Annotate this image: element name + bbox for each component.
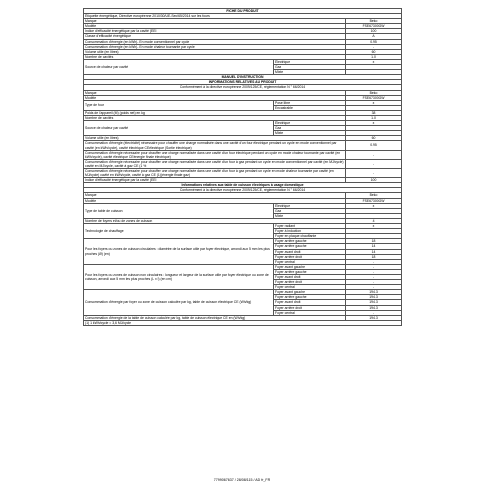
option-value: - xyxy=(346,274,402,279)
option-value: x xyxy=(346,224,402,229)
option-label: Pose libre xyxy=(274,100,346,105)
option-value: - xyxy=(346,264,402,269)
row-value: - xyxy=(346,44,402,49)
option-label: Gaz xyxy=(274,126,346,131)
hob-brand-section xyxy=(84,193,402,203)
row-value: 0.95 xyxy=(346,39,402,44)
info-title: INFORMATIONS RELATIVES AU PRODUIT xyxy=(84,80,402,85)
option-value: 18 xyxy=(346,254,402,259)
option-label: Foyer avant gauche xyxy=(274,290,346,295)
option-value: - xyxy=(346,310,402,315)
row-value: Beko xyxy=(346,19,402,24)
hob-type-group xyxy=(84,203,402,218)
group-label: Pour les foyers ou zones de cuisson circulaires : diamètre de la surface utile par foyer électrique, arrondi aux 5 mm les plus proches (Ø) (en) xyxy=(84,239,274,264)
long-label: Consommation d'énergie (électricité) nécessaire pour chauffer une charge normalisée dans une cavité d'un four électrique pendant un cycle en mode conventionnel par cavité (en kWh/cycle), cavité électrique CEélectrique (Sortie électrique) xyxy=(84,141,346,150)
info-subtitle: Conformément à la directive européenne 2009/125/CE, réglementation N ° 66/2014 xyxy=(84,85,402,90)
table-row xyxy=(84,169,402,178)
group-label: Source de chaleur par cavité xyxy=(84,121,274,136)
energy-label-section xyxy=(84,19,402,60)
long-value: - xyxy=(346,150,402,159)
oven-type-group xyxy=(84,100,402,110)
oven-weight-section xyxy=(84,110,402,120)
row-value: 100 xyxy=(346,29,402,34)
row-value: 38 xyxy=(346,110,402,115)
option-label: Foyer arrière droit xyxy=(274,305,346,310)
oven-brand-section xyxy=(84,90,402,100)
option-value: 14 xyxy=(346,249,402,254)
option-label: Foyer arrière gauche xyxy=(274,239,346,244)
option-label: Foyer radiant xyxy=(274,224,346,229)
option-label: Mixte xyxy=(274,213,346,218)
option-label: Foyer avant droit xyxy=(274,274,346,279)
row-value: FSE67300GW xyxy=(346,198,402,203)
long-label: Consommation d'énergie nécessaire pour chauffer une charge normalisée dans une cavité d'un four électrique pendant un cycle en mode chaleur tournante par cavité (en kWh/cycle), cavité électrique CEénergie finale électrique) xyxy=(84,150,346,159)
row-value: 60 xyxy=(346,49,402,54)
hob-subtitle: Conformément à la directive européenne 2009/125/CE, réglementation N ° 66/2014 xyxy=(84,188,402,193)
group-label: Type de table de cuisson xyxy=(84,203,274,218)
row-value: FSE67300GW xyxy=(346,95,402,100)
table-row xyxy=(84,159,402,168)
long-label: Consommation d'énergie nécessaire pour chauffer une charge normalisée dans une cavité d'un four à gaz pendant un cycle en mode conventionnel par cavité (en MJ/cycle) cavité en MJ/cycle, cavité à gaz CE (1 % xyxy=(85,159,344,168)
group-label: Consommation d'énergie par foyer ou zone de cuisson calculée par kg, table de cuisson électrique CE (Wh/kg) xyxy=(84,290,274,315)
row-value: 1.0 xyxy=(346,54,402,59)
row-label: Marque xyxy=(84,90,346,95)
option-value: 194.3 xyxy=(346,300,402,305)
row-label: Marque xyxy=(84,19,346,24)
sheet-title: FICHE DU PRODUIT xyxy=(84,9,402,14)
hob-tech-group xyxy=(84,224,402,239)
row-label: Consommation d'énergie (en kWh)- En mode chaleur tournante par cycle xyxy=(84,44,346,49)
unit-note: (1) 1 kWh/cycle = 3,6 MJ/cycle xyxy=(84,320,402,325)
row-value: 1.0 xyxy=(346,115,402,120)
row-value: 60 xyxy=(346,136,402,141)
group-label: Pour les foyers ou zones de cuisson non circulaires : longueur et largeur de la surface utile par foyer électrique ou zone de cuisson, arrondi aux 5 mm les plus proches (L x l) (en cm) xyxy=(84,264,274,289)
long-value: - xyxy=(346,159,402,168)
option-label: Foyer avant droit xyxy=(274,249,346,254)
row-label: Indice d'efficacité énergétique par la cavité (EEI xyxy=(84,29,346,34)
row-value: Beko xyxy=(346,90,402,95)
option-label: Électrique xyxy=(274,59,346,64)
hob-total-value: 194.3 xyxy=(346,315,402,320)
option-value: - xyxy=(346,285,402,290)
row-label: Modèle xyxy=(84,24,346,29)
option-label: Foyer central xyxy=(274,310,346,315)
long-value: 0.95 xyxy=(346,141,402,150)
group-label: Source de chaleur par cavité xyxy=(84,59,274,74)
option-label: Électrique xyxy=(274,203,346,208)
oven-consumption-section xyxy=(84,141,402,178)
document-code: 7799067637 / 28/08/115 / AD fr_FR xyxy=(213,478,271,482)
hob-title: Informations relatives aux table de cuisson électriques à usage domestique xyxy=(84,183,402,188)
hob-noncircular-group xyxy=(84,264,402,289)
row-value: 4 xyxy=(346,218,402,223)
table-row xyxy=(84,150,402,159)
option-value: - xyxy=(346,280,402,285)
hob-diameter-group xyxy=(84,239,402,264)
hob-total-label: Consommation d'énergie de la table de cuisson calculée par kg, table de cuisson électrique CE en (Wh/kg) xyxy=(84,315,346,320)
option-label: Mixte xyxy=(274,131,346,136)
option-value: 14 xyxy=(346,244,402,249)
heat-source-group xyxy=(84,59,402,74)
product-table xyxy=(83,8,402,326)
option-label: Foyer central xyxy=(274,259,346,264)
option-label: Foyer arrière droit xyxy=(274,254,346,259)
row-label: Volume utile (en litres) xyxy=(84,49,346,54)
option-label: Encastrable xyxy=(274,105,346,110)
row-value: A xyxy=(346,34,402,39)
row-label: Nombre de cavités xyxy=(84,54,346,59)
option-value: 194.3 xyxy=(346,305,402,310)
row-label: Nombre de foyers et/ou de zones de cuisson xyxy=(84,218,346,223)
row-label: Indice d'efficacité énergétique par la cavité (EEI xyxy=(84,178,346,183)
table-row xyxy=(84,141,402,150)
oven-source-group xyxy=(84,121,402,136)
option-value: 194.3 xyxy=(346,290,402,295)
row-label: Modèle xyxy=(84,95,346,100)
sheet-intro: Étiquette énergétique, Directive européenne 2010/30/UE-Sec/65/2014 sur les fours xyxy=(84,14,402,19)
option-label: Gaz xyxy=(274,208,346,213)
option-value: x xyxy=(346,203,402,208)
option-label: Foyer arrière gauche xyxy=(274,295,346,300)
group-label: Technologie de chauffage xyxy=(84,224,274,239)
option-label: Foyer avant gauche xyxy=(274,264,346,269)
option-label: Électrique xyxy=(274,121,346,126)
row-value: 100 xyxy=(346,178,402,183)
option-value: x xyxy=(346,59,402,64)
row-label: Nombre de cavités xyxy=(84,115,346,120)
option-value: 18 xyxy=(346,239,402,244)
option-value: x xyxy=(346,121,402,126)
row-label: Modèle xyxy=(84,198,346,203)
option-label: Gaz xyxy=(274,65,346,70)
row-label: Volume utile (en litres) xyxy=(84,136,346,141)
option-label: Foyer en plaque chauffante xyxy=(274,234,346,239)
hob-consumption-group xyxy=(84,290,402,315)
option-value: - xyxy=(346,269,402,274)
group-label: Type de four xyxy=(84,100,274,110)
row-value: FSE67300GW xyxy=(346,24,402,29)
option-label: Foyer arrière gauche xyxy=(274,244,346,249)
option-label: Foyer avant droit xyxy=(274,300,346,305)
option-label: Foyer arrière gauche xyxy=(274,269,346,274)
row-label: Consommation d'énergie (en kWh)- En mode conventionnel par cycle xyxy=(84,39,346,44)
long-value: - xyxy=(346,169,402,178)
option-value: x xyxy=(346,100,402,105)
row-label: Poids de l'appareil (M) (poids net) en kg xyxy=(84,110,346,115)
long-label: Consommation d'énergie nécessaire pour chauffer une charge normalisée dans une cavité d'un four à gaz pendant un cycle en mode chaleur tournante par cavité (en MJ/cycle) cavité en kWh/cycle, cavité à gaz CE (1)(énergie finale gaz) xyxy=(84,169,346,178)
row-label: Classe d'efficacité énergétique xyxy=(84,34,346,39)
manual-title: MANUEL D'INSTRUCTION xyxy=(84,75,402,80)
row-value: Beko xyxy=(346,193,402,198)
option-label: Foyer central xyxy=(274,285,346,290)
option-value: 194.3 xyxy=(346,295,402,300)
row-label: Marque xyxy=(84,193,346,198)
option-label: Mixte xyxy=(274,70,346,75)
product-sheet xyxy=(83,8,401,326)
option-label: Foyer arrière droit xyxy=(274,280,346,285)
option-value: - xyxy=(346,259,402,264)
option-label: Foyer à induction xyxy=(274,229,346,234)
